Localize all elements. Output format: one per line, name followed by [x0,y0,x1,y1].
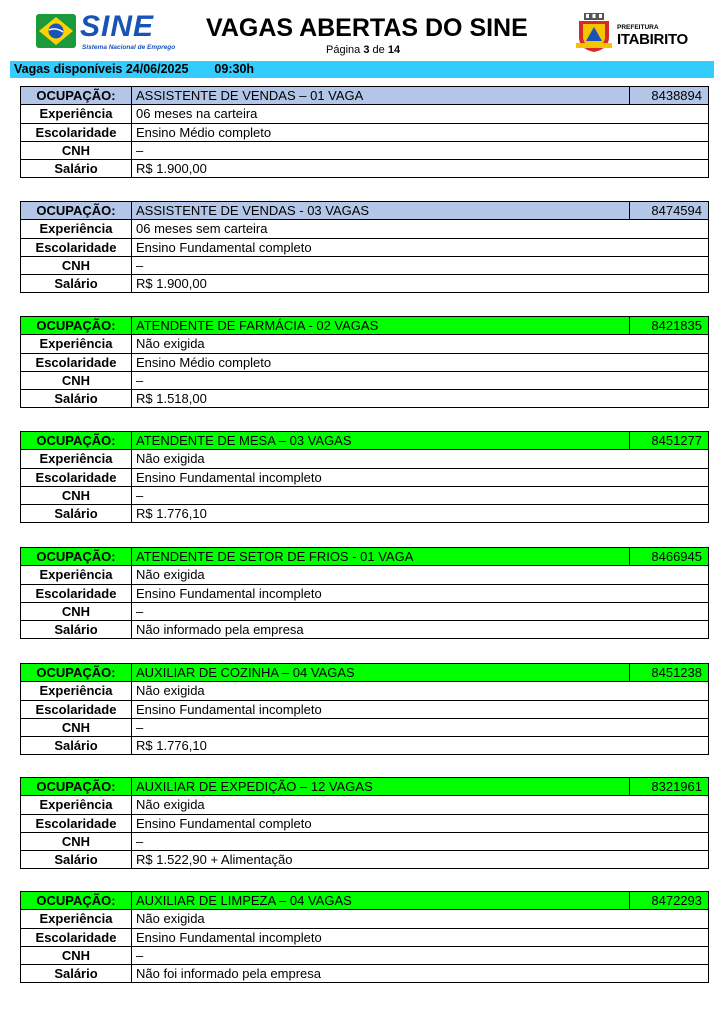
cnh-label: CNH [21,602,132,620]
escolaridade-row [21,928,709,946]
escolaridade-value: Ensino Fundamental incompleto [132,584,709,602]
date-label: Vagas disponíveis 24/06/2025 [14,62,189,76]
ocupacao-label: OCUPAÇÃO: [21,317,132,335]
experiencia-label: Experiência [21,450,132,468]
sine-logo-subtitle: Sistema Nacional de Emprego [82,44,176,51]
cnh-row [21,486,709,504]
experiencia-value: Não exigida [132,335,709,353]
job-title: ASSISTENTE DE VENDAS – 01 VAGA [132,87,630,105]
escolaridade-value: Ensino Médio completo [132,123,709,141]
cnh-label: CNH [21,486,132,504]
job-table [20,547,709,639]
brazil-flag-icon [36,12,76,50]
page-title: VAGAS ABERTAS DO SINE [206,14,528,42]
experiencia-label: Experiência [21,910,132,928]
salario-label: Salário [21,160,132,178]
escolaridade-row [21,353,709,371]
experiencia-row [21,796,709,814]
salario-label: Salário [21,621,132,639]
salario-label: Salário [21,505,132,523]
cnh-label: CNH [21,256,132,274]
escolaridade-value: Ensino Fundamental completo [132,814,709,832]
experiencia-value: Não exigida [132,682,709,700]
experiencia-row [21,450,709,468]
date-time: 09:30h [214,62,255,76]
ocupacao-label: OCUPAÇÃO: [21,432,132,450]
job-header-row [21,778,709,796]
salario-label: Salário [21,965,132,983]
salario-value: Não informado pela empresa [132,621,709,639]
job-header-row [21,87,709,105]
page-current: 3 [363,44,370,56]
cnh-label: CNH [21,141,132,159]
cnh-label: CNH [21,718,132,736]
escolaridade-label: Escolaridade [21,353,132,371]
salario-value: Não foi informado pela empresa [132,965,709,983]
salario-label: Salário [21,851,132,869]
escolaridade-value: Ensino Fundamental completo [132,238,709,256]
job-header-row [21,892,709,910]
job-table [20,891,709,983]
cnh-value: – [132,832,709,850]
escolaridade-row [21,238,709,256]
escolaridade-value: Ensino Médio completo [132,353,709,371]
ocupacao-label: OCUPAÇÃO: [21,778,132,796]
job-title: AUXILIAR DE EXPEDIÇÃO – 12 VAGAS [132,778,630,796]
ocupacao-label: OCUPAÇÃO: [21,548,132,566]
job-code: 8321961 [630,778,709,796]
escolaridade-label: Escolaridade [21,584,132,602]
salario-row [21,621,709,639]
experiencia-value: Não exigida [132,910,709,928]
job-table [20,86,709,178]
job-code: 8472293 [630,892,709,910]
experiencia-value: 06 meses sem carteira [132,220,709,238]
ocupacao-label: OCUPAÇÃO: [21,892,132,910]
cnh-label: CNH [21,371,132,389]
cnh-row [21,832,709,850]
experiencia-label: Experiência [21,566,132,584]
experiencia-row [21,566,709,584]
sine-logo-text: SINE [80,10,155,43]
job-code: 8466945 [630,548,709,566]
salario-value: R$ 1.776,10 [132,737,709,755]
salario-row [21,390,709,408]
sine-logo [36,10,176,54]
job-header-row [21,202,709,220]
prefeitura-logo [576,13,688,55]
escolaridade-value: Ensino Fundamental incompleto [132,700,709,718]
salario-value: R$ 1.522,90 + Alimentação [132,851,709,869]
experiencia-row [21,220,709,238]
salario-row [21,505,709,523]
job-table [20,316,709,408]
cnh-value: – [132,946,709,964]
job-table [20,663,709,755]
job-code: 8438894 [630,87,709,105]
job-code: 8474594 [630,202,709,220]
job-code: 8451277 [630,432,709,450]
job-code: 8451238 [630,664,709,682]
cnh-row [21,141,709,159]
salario-row [21,737,709,755]
experiencia-row [21,335,709,353]
cnh-row [21,256,709,274]
ocupacao-label: OCUPAÇÃO: [21,664,132,682]
cnh-value: – [132,141,709,159]
experiencia-row [21,105,709,123]
salario-label: Salário [21,737,132,755]
ocupacao-label: OCUPAÇÃO: [21,202,132,220]
salario-value: R$ 1.518,00 [132,390,709,408]
job-table [20,201,709,293]
experiencia-row [21,910,709,928]
job-table [20,431,709,523]
experiencia-label: Experiência [21,335,132,353]
cnh-label: CNH [21,832,132,850]
page-indicator [326,44,400,56]
city-name: ITABIRITO [617,31,688,48]
experiencia-value: Não exigida [132,796,709,814]
cnh-value: – [132,602,709,620]
experiencia-row [21,682,709,700]
cnh-row [21,718,709,736]
job-title: ASSISTENTE DE VENDAS - 03 VAGAS [132,202,630,220]
job-title: ATENDENTE DE FARMÁCIA - 02 VAGAS [132,317,630,335]
salario-row [21,275,709,293]
escolaridade-value: Ensino Fundamental incompleto [132,468,709,486]
cnh-value: – [132,256,709,274]
job-header-row [21,317,709,335]
cnh-row [21,371,709,389]
experiencia-label: Experiência [21,220,132,238]
job-title: ATENDENTE DE MESA – 03 VAGAS [132,432,630,450]
cnh-value: – [132,718,709,736]
escolaridade-label: Escolaridade [21,123,132,141]
escolaridade-label: Escolaridade [21,814,132,832]
escolaridade-label: Escolaridade [21,468,132,486]
page-label: Página [326,44,361,56]
job-title: AUXILIAR DE LIMPEZA – 04 VAGAS [132,892,630,910]
salario-value: R$ 1.776,10 [132,505,709,523]
salario-row [21,851,709,869]
job-title: ATENDENTE DE SETOR DE FRIOS - 01 VAGA [132,548,630,566]
cnh-row [21,946,709,964]
cnh-value: – [132,371,709,389]
cnh-value: – [132,486,709,504]
escolaridade-value: Ensino Fundamental incompleto [132,928,709,946]
salario-value: R$ 1.900,00 [132,275,709,293]
experiencia-value: Não exigida [132,450,709,468]
cnh-label: CNH [21,946,132,964]
page-header [0,0,724,60]
escolaridade-label: Escolaridade [21,700,132,718]
experiencia-label: Experiência [21,796,132,814]
prefeitura-label: PREFEITURA [617,24,659,31]
escolaridade-row [21,584,709,602]
job-code: 8421835 [630,317,709,335]
salario-value: R$ 1.900,00 [132,160,709,178]
salario-label: Salário [21,390,132,408]
job-header-row [21,548,709,566]
job-header-row [21,664,709,682]
salario-label: Salário [21,275,132,293]
escolaridade-label: Escolaridade [21,928,132,946]
salario-row [21,160,709,178]
escolaridade-label: Escolaridade [21,238,132,256]
city-crest-icon [576,13,612,53]
experiencia-label: Experiência [21,105,132,123]
escolaridade-row [21,123,709,141]
page-total: 14 [387,44,401,56]
escolaridade-row [21,468,709,486]
job-header-row [21,432,709,450]
experiencia-value: Não exigida [132,566,709,584]
experiencia-label: Experiência [21,682,132,700]
page-sep: de [372,44,385,56]
cnh-row [21,602,709,620]
salario-row [21,965,709,983]
job-title: AUXILIAR DE COZINHA – 04 VAGAS [132,664,630,682]
experiencia-value: 06 meses na carteira [132,105,709,123]
job-table [20,777,709,869]
escolaridade-row [21,814,709,832]
escolaridade-row [21,700,709,718]
ocupacao-label: OCUPAÇÃO: [21,87,132,105]
date-band [10,61,714,78]
